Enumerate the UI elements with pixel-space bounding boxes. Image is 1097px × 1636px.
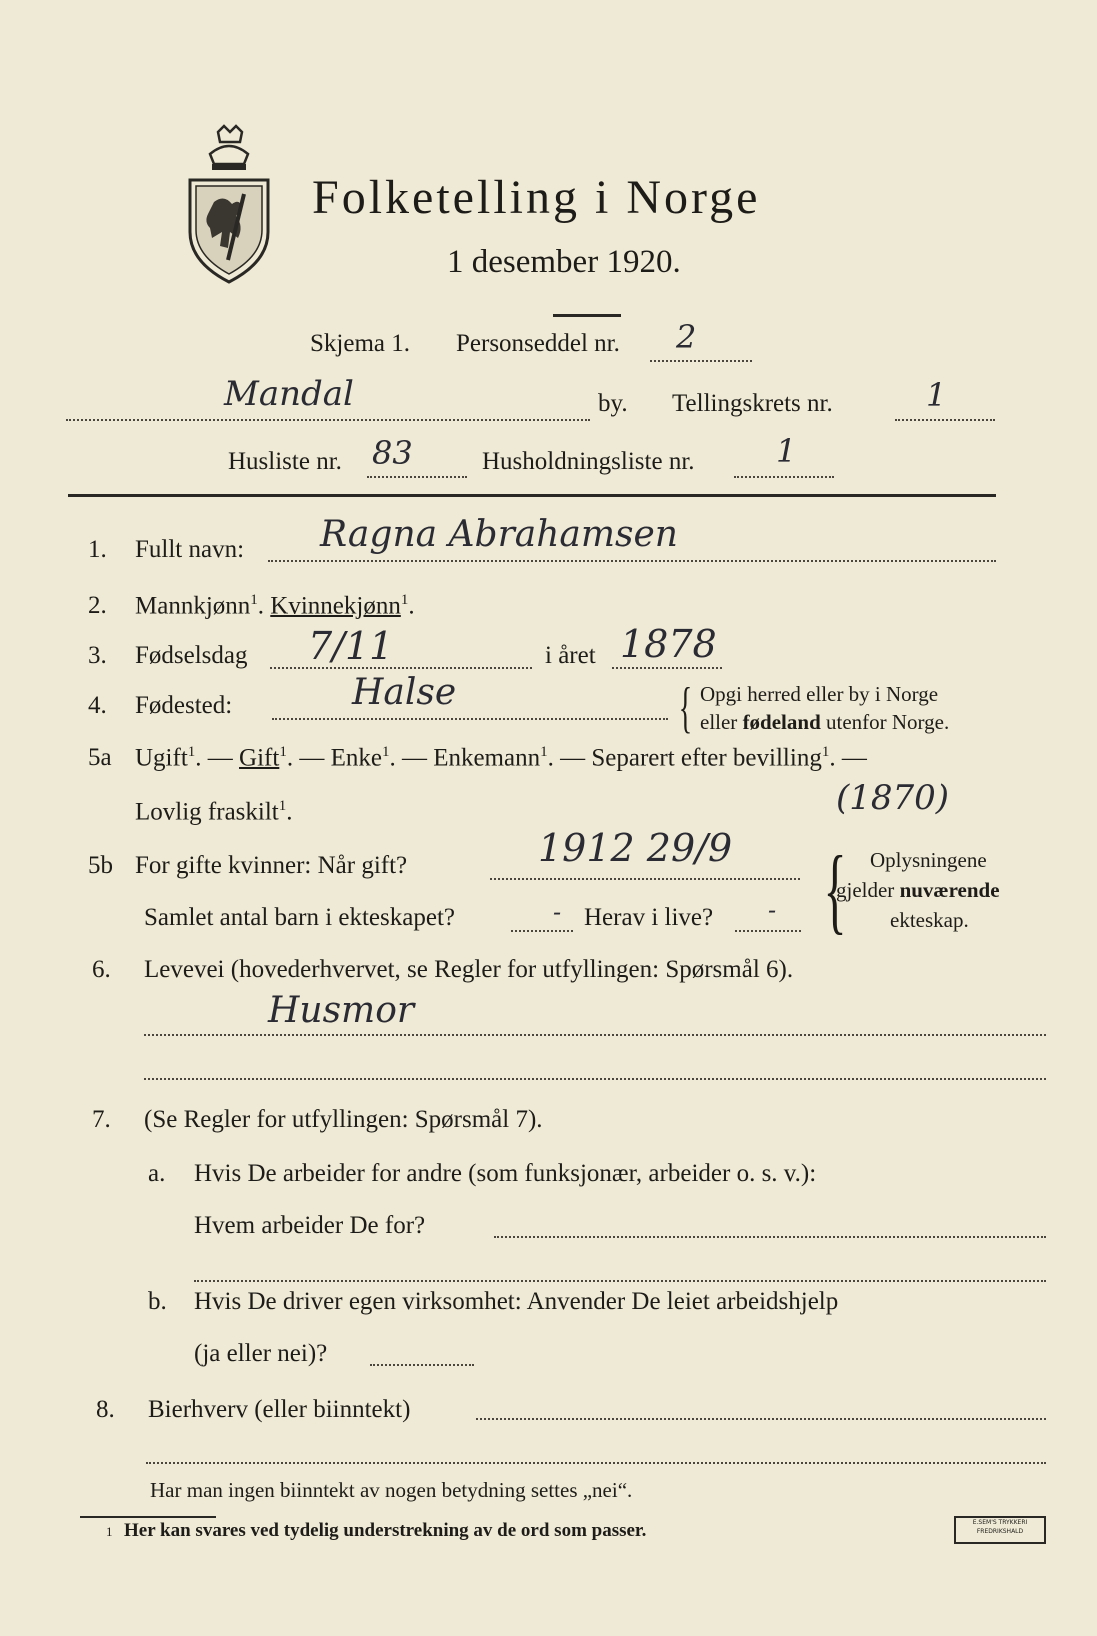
q2-kvinne-option-underlined: Kvinnekjønn (270, 592, 401, 620)
q5a-note-value: (1870) (836, 778, 950, 818)
personseddel-label: Personseddel nr. (456, 330, 620, 357)
printer-stamp-line1: E.SEM'S TRYKKERI (972, 1519, 1028, 1526)
tellingskrets-field-line (895, 419, 995, 421)
q5b-barn-value: - (553, 898, 562, 926)
q4-birthplace-value: Halse (352, 672, 457, 713)
q2-mann-option: Mannkjønn (135, 592, 251, 620)
q5b-gift-value: 1912 29/9 (538, 826, 733, 870)
q4-note-line1: Opgi herred eller by i Norge (700, 682, 939, 706)
q6-field-line-2 (144, 1078, 1046, 1080)
footnote-mark: 1 (106, 1524, 113, 1539)
q5b-note-line1: Oplysningene (870, 848, 987, 872)
q3-number: 3. (88, 642, 107, 669)
q7-number: 7. (92, 1106, 111, 1133)
q7a-field-line-2 (194, 1280, 1046, 1282)
q5b-gift-label: For gifte kvinner: Når gift? (135, 852, 408, 879)
q7b-field-line (370, 1364, 474, 1366)
q7-label: (Se Regler for utfyllingen: Spørsmål 7). (144, 1106, 543, 1133)
by-label: by. (598, 390, 628, 417)
biinntekt-note: Har man ingen biinntekt av nogen betydning settes „nei“. (150, 1478, 633, 1502)
q5b-live-label: Herav i live? (584, 904, 714, 931)
husholdningsliste-label: Husholdningsliste nr. (482, 448, 695, 475)
q5b-barn-field-line (511, 930, 573, 932)
q1-label: Fullt navn: (135, 536, 245, 563)
husliste-field-line (367, 476, 467, 478)
q5b-note-brace: { (823, 836, 847, 943)
q7b-number: b. (148, 1288, 167, 1315)
q8-number: 8. (96, 1396, 115, 1423)
q4-number: 4. (88, 692, 107, 719)
q7a-question: Hvem arbeider De for? (194, 1212, 426, 1239)
q8-label: Bierhverv (eller biinntekt) (148, 1396, 411, 1423)
footnote-divider (80, 1516, 216, 1518)
q7a-field-line-1 (494, 1236, 1046, 1238)
q4-note-line2: eller fødeland utenfor Norge. (700, 710, 950, 734)
q1-number: 1. (88, 536, 107, 563)
place-value: Mandal (224, 374, 354, 414)
q5b-number: 5b (88, 852, 113, 879)
place-field-line (66, 419, 590, 421)
husholdningsliste-value: 1 (776, 432, 797, 470)
q7a-text: Hvis De arbeider for andre (som funksjonær, arbeider o. s. v.): (194, 1160, 817, 1187)
q5b-live-field-line (735, 930, 801, 932)
q5b-gift-field-line (490, 878, 800, 880)
q5b-note-line2: gjelder nuværende (836, 878, 1000, 902)
q4-field-line (272, 718, 668, 720)
q7b-text: Hvis De driver egen virksomhet: Anvender De leiet arbeidshjelp (194, 1288, 839, 1315)
footnote-text: Her kan svares ved tydelig understrekning av de ord som passer. (124, 1520, 647, 1541)
personseddel-value: 2 (676, 318, 697, 356)
printer-stamp (954, 1516, 1046, 1544)
personseddel-field-line (650, 360, 752, 362)
q8-field-line-1 (476, 1418, 1046, 1420)
tellingskrets-value: 1 (926, 376, 947, 414)
tellingskrets-label: Tellingskrets nr. (672, 390, 833, 417)
q3-year-value: 1878 (620, 622, 717, 666)
q7b-question: (ja eller nei)? (194, 1340, 328, 1367)
q3-birthday-value: 7/11 (308, 624, 394, 668)
header-divider (68, 494, 996, 497)
q6-occupation-value: Husmor (268, 990, 415, 1031)
q6-label: Levevei (hovederhvervet, se Regler for utfyllingen: Spørsmål 6). (144, 956, 794, 983)
form-title: Folketelling i Norge (312, 171, 761, 224)
q4-label: Fødested: (135, 692, 233, 719)
q7a-number: a. (148, 1160, 166, 1187)
husliste-value: 83 (372, 434, 413, 472)
q6-number: 6. (92, 956, 111, 983)
q5b-live-value: - (768, 896, 777, 924)
q5a-marital-options: Ugift$^1$. — Gift$^1$. — Enke$^1$. — Enkemann$^1$. — Separert efter bevilling$^1$. — (135, 744, 867, 772)
q1-full-name-value: Ragna Abrahamsen (320, 514, 678, 555)
q1-field-line (268, 560, 996, 562)
census-date: 1 desember 1920. (447, 244, 681, 280)
q5a-lovlig-option: Lovlig fraskilt$^1$. (135, 798, 293, 826)
printer-stamp-line2: FREDRIKSHALD (976, 1528, 1024, 1535)
husholdningsliste-field-line (734, 476, 834, 478)
q3-year-field-line (612, 667, 722, 669)
q5a-gift-underlined: Gift (239, 744, 280, 772)
q3-label: Fødselsdag (135, 642, 248, 669)
q4-note-brace: { (678, 677, 693, 739)
q6-field-line-1 (144, 1034, 1046, 1036)
q3-year-label: i året (545, 642, 596, 669)
norwegian-coat-of-arms-icon (184, 124, 274, 286)
q5a-number: 5a (88, 744, 112, 771)
husliste-label: Husliste nr. (228, 448, 342, 475)
q5b-barn-label: Samlet antal barn i ekteskapet? (144, 904, 455, 931)
skjema-label: Skjema 1. (310, 330, 410, 357)
q5b-note-line3: ekteskap. (890, 908, 969, 932)
title-divider (553, 314, 621, 317)
q8-field-line-2 (146, 1462, 1046, 1464)
q2-number: 2. (88, 592, 107, 619)
q2-gender: Mannkjønn$^1$. Kvinnekjønn$^1$. (135, 592, 415, 620)
